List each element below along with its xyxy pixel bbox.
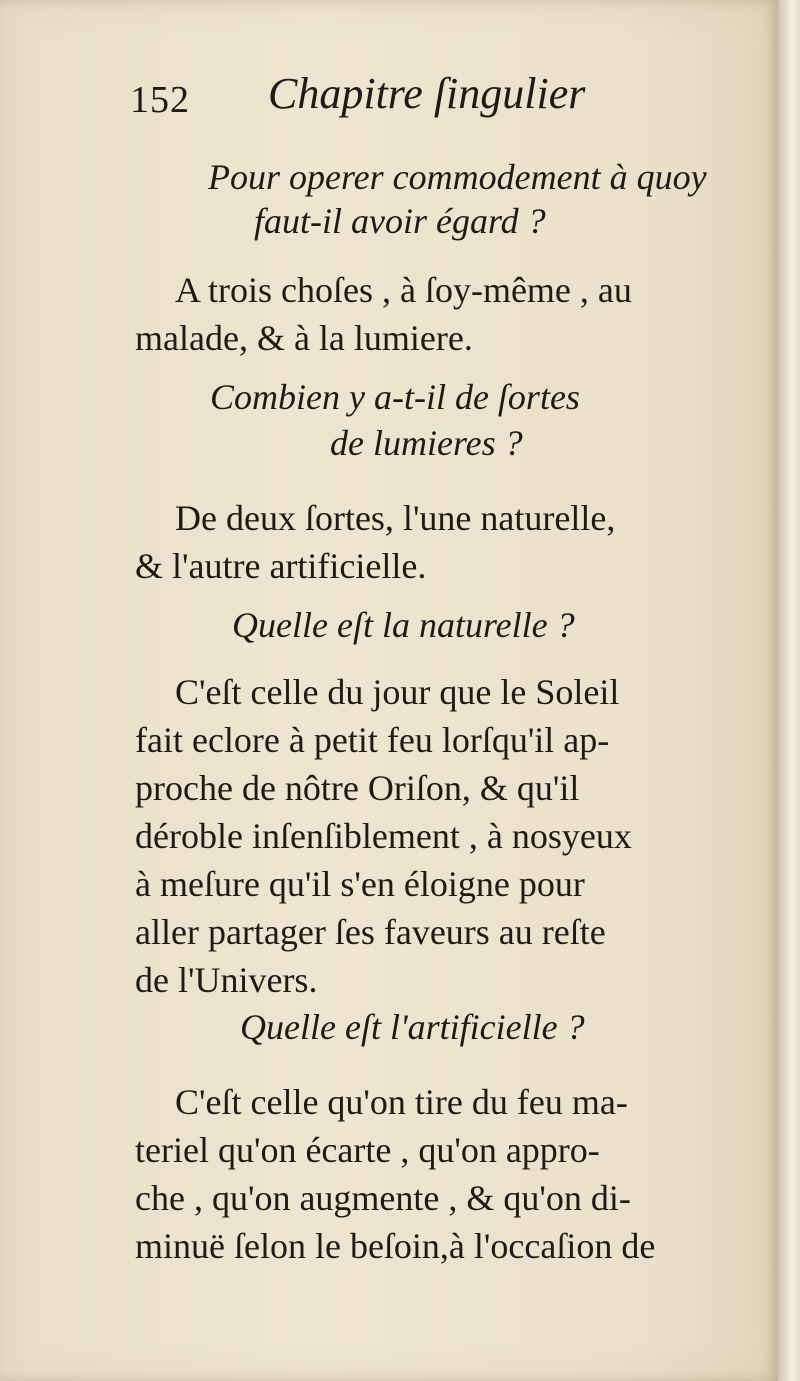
question-line: faut-il avoir égard ? (254, 201, 546, 241)
question-line: Quelle eſt la naturelle ? (232, 605, 575, 645)
answer-line: de l'Univers. (135, 960, 318, 1000)
answer-line: à meſure qu'il s'en éloigne pour (135, 864, 585, 904)
answer-line: A trois choſes , à ſoy-même , au (175, 270, 632, 310)
question-2 (210, 376, 580, 418)
question-1 (208, 156, 707, 198)
answer-line: minuë ſelon le beſoin,à l'occaſion de (135, 1226, 656, 1266)
answer-line: déroble inſenſiblement , à nosyeux (135, 816, 632, 856)
question-1-cont (254, 200, 546, 242)
answer-line: C'eſt celle qu'on tire du feu ma- (175, 1082, 628, 1122)
answer-line: & l'autre artificielle. (135, 546, 427, 586)
question-3 (232, 604, 575, 646)
answer-line: aller partager ſes faveurs au reſte (135, 912, 606, 952)
answer-1 (135, 266, 632, 362)
answer-line: teriel qu'on écarte , qu'on appro- (135, 1130, 600, 1170)
answer-3 (135, 668, 632, 1004)
page-edge (778, 0, 800, 1381)
question-line: Quelle eſt l'artificielle ? (240, 1007, 585, 1047)
answer-line: che , qu'on augmente , & qu'on di- (135, 1178, 631, 1218)
question-line: Combien y a-t-il de ſortes (210, 377, 580, 417)
answer-line: C'eſt celle du jour que le Soleil (175, 672, 620, 712)
answer-line: proche de nôtre Oriſon, & qu'il (135, 768, 580, 808)
answer-line: malade, & à la lumiere. (135, 318, 473, 358)
running-title: Chapitre ſingulier (268, 69, 586, 118)
question-line: Pour operer commodement à quoy (208, 157, 707, 197)
answer-4 (135, 1078, 655, 1270)
answer-line: De deux ſortes, l'une naturelle, (175, 498, 616, 538)
answer-2 (135, 494, 615, 590)
question-2-cont (330, 422, 523, 464)
question-line: de lumieres ? (330, 423, 523, 463)
question-4 (240, 1006, 585, 1048)
page-number: 152 (130, 79, 190, 121)
answer-line: fait eclore à petit feu lorſqu'il ap- (135, 720, 610, 760)
